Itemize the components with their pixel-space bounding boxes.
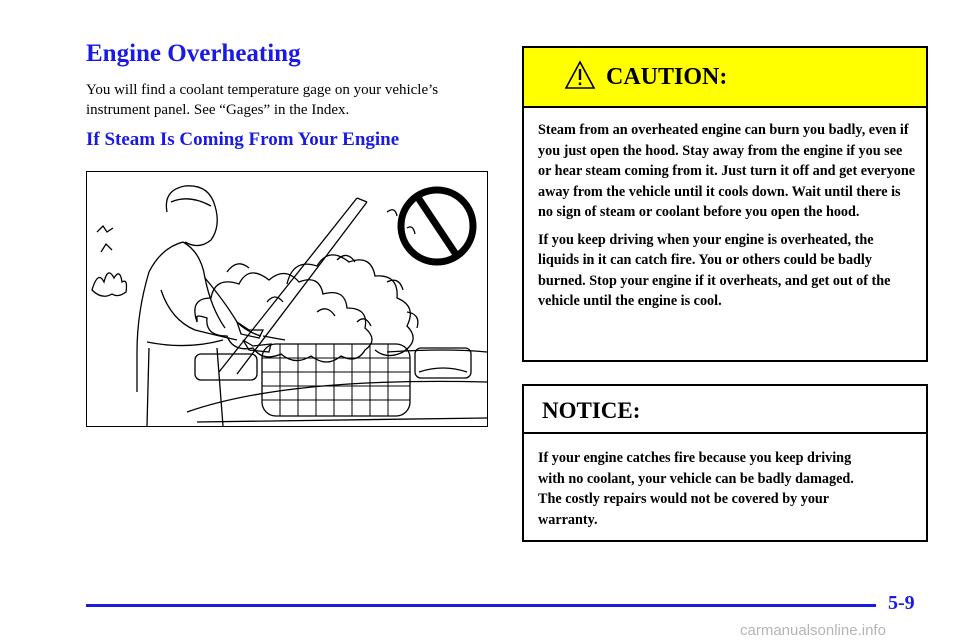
caution-title: CAUTION: [606,64,728,90]
caution-paragraph-2: If you keep driving when your engine is overheated, the liquids in it can catch fire. You or others could be badly burned. Stop your engine if it overheats, and get out of the vehicle until the engine is cool. [538,231,891,309]
page-number: 5-9 [888,592,915,614]
notice-paragraph: If your engine catches fire because you keep driving with no coolant, your vehicle can be badly damaged. The costly repairs would not be covered by your warranty. [538,450,854,528]
prohibition-circle-icon [395,184,479,268]
warning-triangle-icon [564,60,596,90]
footer-rule [86,604,876,607]
notice-body [524,434,926,530]
steam-illustration [86,171,488,427]
caution-body [524,108,926,312]
notice-header [524,386,926,434]
caution-header [524,48,926,108]
caution-box [522,46,928,362]
section-subheading: If Steam Is Coming From Your Engine [86,129,400,150]
notice-title: NOTICE: [542,398,641,423]
intro-paragraph: You will find a coolant temperature gage on your vehicle’s instrument panel. See “Gages” in the Index. [86,82,439,118]
page-title: Engine Overheating [86,40,301,67]
watermark-text: carmanualsonline.info [740,622,886,639]
caution-paragraph-1: Steam from an overheated engine can burn you badly, even if you just open the hood. Stay away from the engine if you see or hear steam coming from it. Just turn it off and get everyone away from the vehicle until it cools down. Wait until there is no sign of steam or coolant before you open the hood. [538,122,916,220]
notice-box [522,384,928,542]
